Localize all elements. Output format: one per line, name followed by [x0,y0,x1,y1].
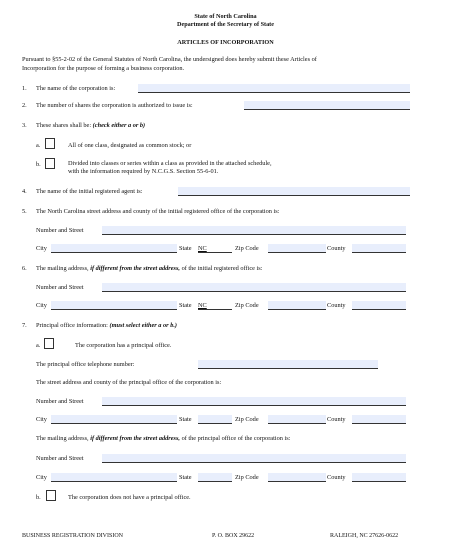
q6-number-street-label: Number and Street [36,284,84,291]
q7-state-label: State [179,416,192,423]
q5-state-label: State [179,245,192,252]
q7-mail-zip-field[interactable] [268,473,326,482]
q7-number-street-field[interactable] [102,397,406,406]
q3-a-letter: a. [36,142,41,149]
q7-city-label: City [36,416,47,423]
q7-mail-state-label: State [179,474,192,481]
q3-b-letter: b. [36,161,41,168]
q1-number: 1. [22,85,27,92]
header-department: Department of the Secretary of State [177,21,274,28]
q7-city-field[interactable] [51,415,177,424]
q1-label: The name of the corporation is: [36,85,116,92]
q7-zip-label: Zip Code [235,416,259,423]
q7-mail-number-street-field[interactable] [102,454,406,463]
q2-label: The number of shares the corporation is authorized to issue is: [36,102,193,109]
footer-division: BUSINESS REGISTRATION DIVISION [22,533,124,539]
q6-state-value[interactable]: NC [198,302,207,309]
q3-b-text-2: with the information required by N.C.G.S. Section 55-6-01. [68,168,219,175]
q7-mail-county-label: County [327,474,346,481]
q5-city-label: City [36,245,47,252]
q7-street-label: The street address and county of the principal office of the corporation is: [36,379,222,386]
q6-county-field[interactable] [352,301,406,310]
q5-county-label: County [327,245,346,252]
q6-county-label: County [327,302,346,309]
q5-label: The North Carolina street address and county of the initial registered office of the corporation is: [36,208,280,215]
q7-mail-number-street-label: Number and Street [36,455,84,462]
q7-label: Principal office information: (must select either a or b.) [36,322,178,329]
q7-county-label: County [327,416,346,423]
q3-b-text-1: Divided into classes or series within a class as provided in the attached schedule, [68,160,272,167]
registered-agent-field[interactable] [178,187,410,196]
q4-number: 4. [22,188,27,195]
q6-zip-field[interactable] [268,301,326,310]
q7-mail-zip-label: Zip Code [235,474,259,481]
intro-line-2: Incorporation for the purpose of forming a business corporation. [22,65,185,72]
principal-phone-field[interactable] [198,360,378,369]
q7-mail-city-label: City [36,474,47,481]
q3a-checkbox[interactable] [45,138,55,149]
q6-city-field[interactable] [51,301,177,310]
q7-a-text: The corporation has a principal office. [75,342,172,349]
q5-number-street-label: Number and Street [36,227,84,234]
q6-number: 6. [22,265,27,272]
corporation-name-field[interactable] [138,84,410,93]
q6-zip-label: Zip Code [235,302,259,309]
q5-zip-field[interactable] [268,244,326,253]
q6-state-label: State [179,302,192,309]
q7-mail-state-field[interactable] [198,473,232,482]
q7-zip-field[interactable] [268,415,326,424]
q3-a-text: All of one class, designated as common stock; or [68,142,192,149]
q3b-checkbox[interactable] [45,158,55,169]
authorized-shares-field[interactable] [244,101,410,110]
q7-mail-county-field[interactable] [352,473,406,482]
q7-number-street-label: Number and Street [36,398,84,405]
q7-phone-label: The principal office telephone number: [36,361,135,368]
q7-b-letter: b. [36,494,41,501]
q7-a-letter: a. [36,342,41,349]
q3-label: These shares shall be: (check either a or b) [36,122,146,129]
q5-number: 5. [22,208,27,215]
q5-state-underline [198,252,232,253]
q7-mail-city-field[interactable] [51,473,177,482]
q7-b-text: The corporation does not have a principal office. [68,494,191,501]
q7-number: 7. [22,322,27,329]
q6-number-street-field[interactable] [102,283,406,292]
q4-label: The name of the initial registered agent is: [36,188,143,195]
q7-county-field[interactable] [352,415,406,424]
footer-po-box: P. O. BOX 29622 [212,533,255,539]
q2-number: 2. [22,102,27,109]
q3-hint: (check either a or b) [92,122,146,129]
q6-label: The mailing address, if different from the street address, of the initial registered office is: [36,265,263,272]
q7a-checkbox[interactable] [44,338,54,349]
q5-city-field[interactable] [51,244,177,253]
footer-city-zip: RALEIGH, NC 27626-0622 [330,533,399,539]
q5-county-field[interactable] [352,244,406,253]
q5-zip-label: Zip Code [235,245,259,252]
intro-line-1: Pursuant to §55-2-02 of the General Statutes of North Carolina, the undersigned does hereby submit these Articles of [22,56,317,63]
header-state: State of North Carolina [194,13,257,20]
form-title: ARTICLES OF INCORPORATION [177,39,274,46]
q6-city-label: City [36,302,47,309]
q7b-checkbox[interactable] [46,490,56,501]
q5-state-value[interactable]: NC [198,245,207,252]
q5-number-street-field[interactable] [102,226,406,235]
q7-mailing-label: The mailing address, if different from the street address, of the principal office of the corporation is: [36,435,291,442]
q6-state-underline [198,309,232,310]
q3-number: 3. [22,122,27,129]
q7-state-field[interactable] [198,415,232,424]
q7-hint: (must select either a or b.) [109,322,178,329]
